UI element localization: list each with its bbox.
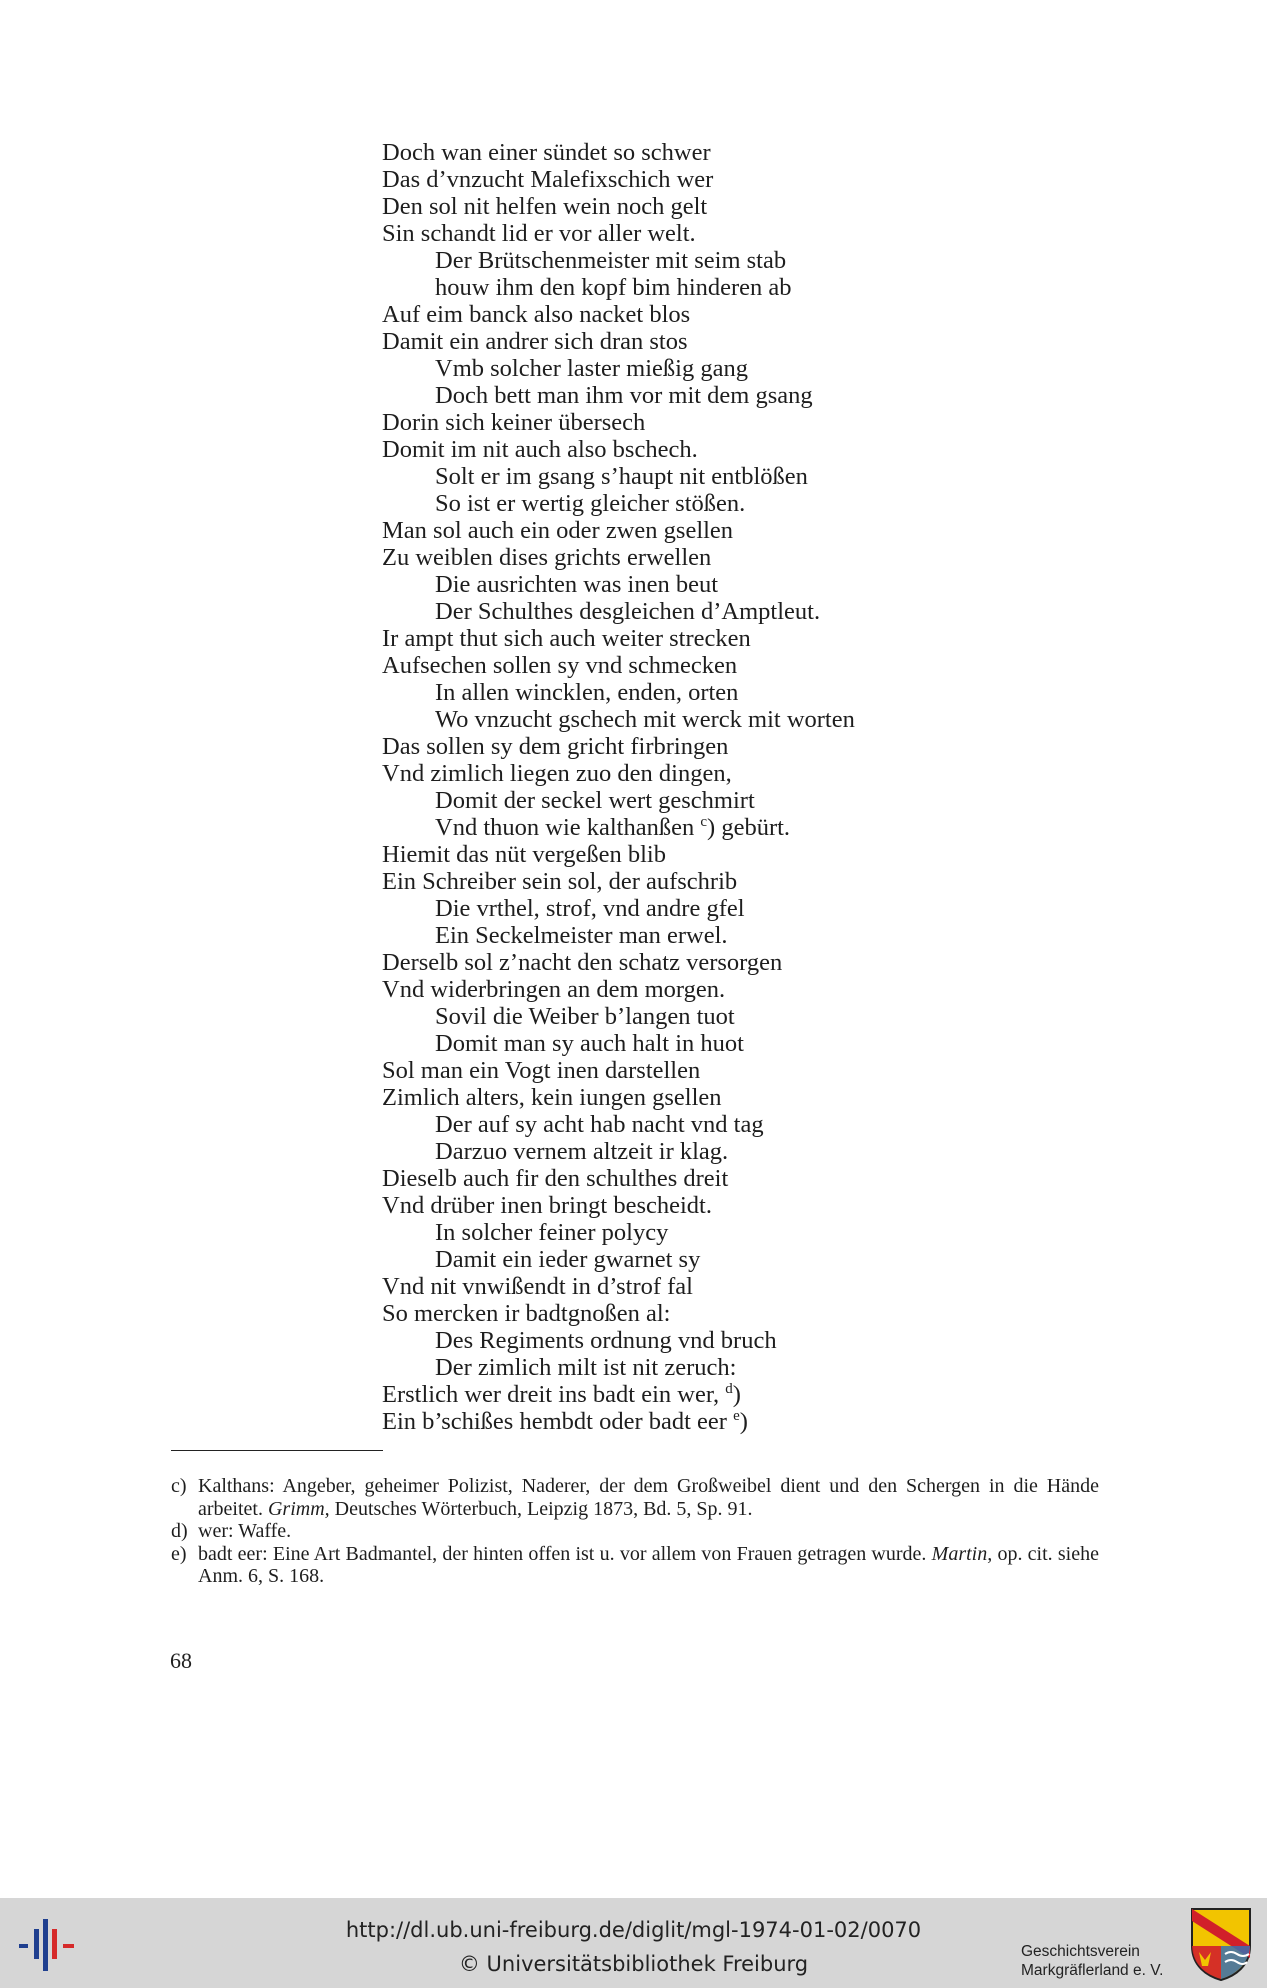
- poem-line-text: Damit ein andrer sich dran stos: [382, 328, 688, 355]
- poem-line-text: Der Brütschenmeister mit seim stab: [435, 247, 787, 274]
- poem-line: [382, 1111, 1002, 1138]
- poem-line-text: Sin schandt lid er vor aller welt.: [382, 220, 696, 247]
- poem-line-text: Sol man ein Vogt inen darstellen: [382, 1057, 701, 1084]
- poem-line: [382, 976, 1002, 1003]
- poem-line: [382, 1354, 1002, 1381]
- poem-line-text: Ein Schreiber sein sol, der aufschrib: [382, 868, 738, 895]
- poem-line: [382, 1138, 1002, 1165]
- poem-line-text: Wo vnzucht gschech mit werck mit worten: [435, 706, 855, 733]
- poem-line-text: Vnd nit vnwißendt in d’strof fal: [382, 1273, 693, 1300]
- poem-line-text: Das d’vnzucht Malefixschich wer: [382, 166, 714, 193]
- poem-line: [382, 1057, 1002, 1084]
- poem-line-text: So mercken ir badtgnoßen al:: [382, 1300, 671, 1327]
- footnote-text: Deutsches Wörterbuch, Leipzig 1873, Bd. 5, Sp. 91.: [329, 1497, 753, 1520]
- poem-line-text: Ein b’schißes hembdt oder badt eer: [382, 1408, 727, 1435]
- poem-line: [382, 706, 1002, 733]
- poem-line: Erstlich wer dreit ins badt ein wer, $^d$): [382, 1381, 741, 1408]
- poem-line-tail: gebürt.: [715, 814, 791, 841]
- poem-line-text: Sovil die Weiber b’langen tuot: [435, 1003, 735, 1030]
- poem-line-text: Vmb solcher laster mießig gang: [435, 355, 748, 382]
- poem-line: [382, 1327, 1002, 1354]
- poem-line: [382, 787, 1002, 814]
- poem-line: [382, 922, 1002, 949]
- poem-line: [382, 1165, 1002, 1192]
- poem-line-text: Vnd zimlich liegen zuo den dingen,: [382, 760, 732, 787]
- poem-line: [382, 1192, 1002, 1219]
- poem-line: [382, 868, 1002, 895]
- footnote-marker: d: [725, 1381, 733, 1397]
- poem-line: [382, 490, 1002, 517]
- poem-line: [382, 652, 1002, 679]
- poem-line-text: Aufsechen sollen sy vnd schmecken: [382, 652, 738, 679]
- copyright-notice: © Universitätsbibliothek Freiburg: [458, 1952, 809, 1976]
- footnote-citation-author: Martin,: [931, 1542, 993, 1565]
- poem-line: [382, 247, 1002, 274]
- poem-line: [382, 274, 1002, 301]
- footnote: [171, 1475, 1099, 1520]
- poem-line: [382, 1219, 1002, 1246]
- poem-line: [382, 544, 1002, 571]
- poem-line-text: Die ausrichten was inen beut: [435, 571, 719, 598]
- footnote-separator: [171, 1450, 383, 1451]
- poem-line-text: Vnd drüber inen bringt bescheidt.: [382, 1192, 712, 1219]
- poem-line-text: So ist er wertig gleicher stößen.: [435, 490, 746, 517]
- poem-line: [382, 625, 1002, 652]
- poem-line-text: Ir ampt thut sich auch weiter strecken: [382, 625, 751, 652]
- poem-line-text: Man sol auch ein oder zwen gsellen: [382, 517, 734, 544]
- poem-line-text: Doch bett man ihm vor mit dem gsang: [435, 382, 813, 409]
- poem-line-text: Das sollen sy dem gricht firbringen: [382, 733, 729, 760]
- poem-line-text: Zu weiblen dises grichts erwellen: [382, 544, 712, 571]
- footnote-text: wer: Waffe.: [198, 1520, 292, 1542]
- society-name: [1021, 1942, 1181, 1980]
- poem-line: [382, 895, 1002, 922]
- footnote: [171, 1520, 1099, 1543]
- footnote-text: Kalthans: Angeber, geheimer Polizist, Naderer, der dem Großweibel dient und den Schergen in die Hände arbeitet.: [198, 1475, 1099, 1520]
- poem-line-text: Vnd thuon wie kalthanßen: [435, 814, 695, 841]
- poem-line-text: Ein Seckelmeister man erwel.: [435, 922, 728, 949]
- poem-line: [382, 1030, 1002, 1057]
- poem-text: [382, 139, 1002, 1435]
- poem-line: [382, 328, 1002, 355]
- poem-line: [382, 409, 1002, 436]
- poem-line-text: Domit im nit auch also bschech.: [382, 436, 698, 463]
- poem-line: [382, 355, 1002, 382]
- poem-line-text: Dieselb auch fir den schulthes dreit: [382, 1165, 729, 1192]
- poem-line: [382, 517, 1002, 544]
- poem-line-text: Auf eim banck also nacket blos: [382, 301, 691, 328]
- footnote-label: e): [171, 1542, 187, 1565]
- poem-line: [382, 220, 1002, 247]
- poem-line-text: Dorin sich keiner übersech: [382, 409, 646, 436]
- poem-line-text: Vnd widerbringen an dem morgen.: [382, 976, 726, 1003]
- poem-line-text: Domit man sy auch halt in huot: [435, 1030, 744, 1057]
- coat-of-arms-icon: [1189, 1906, 1253, 1982]
- poem-line: [382, 1246, 1002, 1273]
- poem-line: [382, 193, 1002, 220]
- footnote: [171, 1543, 1099, 1588]
- footnote-citation-author: Grimm,: [267, 1497, 330, 1520]
- poem-line: [382, 841, 1002, 868]
- footnote-text: op. cit. siehe Anm. 6, S. 168.: [198, 1542, 1099, 1587]
- footnote-label: d): [171, 1520, 188, 1542]
- poem-line-text: Der Schulthes desgleichen d’Amptleut.: [435, 598, 821, 625]
- document-url-link[interactable]: http://dl.ub.uni-freiburg.de/diglit/mgl-1974-01-02/0070: [345, 1918, 922, 1942]
- footnotes: [171, 1475, 1099, 1588]
- poem-line: [382, 1003, 1002, 1030]
- poem-line-text: In solcher feiner polycy: [435, 1219, 669, 1246]
- poem-line-text: Domit der seckel wert geschmirt: [435, 787, 755, 814]
- poem-line-text: Der zimlich milt ist nit zeruch:: [435, 1354, 737, 1381]
- poem-line: Ein b’schißes hembdt oder badt eer $^e$): [382, 1408, 748, 1435]
- poem-line: [382, 598, 1002, 625]
- society-name-line2: Markgräflerland e. V.: [1021, 1962, 1164, 1979]
- poem-line: [382, 1084, 1002, 1111]
- poem-line: [382, 733, 1002, 760]
- footer-bar: [0, 1898, 1267, 1988]
- footnote-text: badt eer: Eine Art Badmantel, der hinten offen ist u. vor allem von Frauen getragen wurde.: [198, 1542, 932, 1565]
- footnote-label: c): [171, 1475, 187, 1497]
- poem-line-text: Den sol nit helfen wein noch gelt: [382, 193, 708, 220]
- poem-line: Vnd thuon wie kalthanßen $^c$) gebürt.: [435, 814, 791, 841]
- page-number: 68: [170, 1648, 192, 1673]
- poem-line-text: Des Regiments ordnung vnd bruch: [435, 1327, 777, 1354]
- poem-line: [382, 679, 1002, 706]
- poem-line: [382, 139, 1002, 166]
- poem-line-text: Hiemit das nüt vergeßen blib: [382, 841, 666, 868]
- poem-line: [382, 1273, 1002, 1300]
- poem-line-text: Damit ein ieder gwarnet sy: [435, 1246, 701, 1273]
- poem-line: [382, 949, 1002, 976]
- poem-line-text: houw ihm den kopf bim hinderen ab: [435, 274, 792, 301]
- poem-line: [382, 1300, 1002, 1327]
- poem-line: [382, 382, 1002, 409]
- poem-line-text: Erstlich wer dreit ins badt ein wer,: [382, 1381, 720, 1408]
- poem-line: [382, 571, 1002, 598]
- poem-line-text: Zimlich alters, kein iungen gsellen: [382, 1084, 722, 1111]
- poem-line-text: In allen wincklen, enden, orten: [435, 679, 739, 706]
- society-name-line1: Geschichtsverein: [1021, 1943, 1140, 1960]
- poem-line-text: Derselb sol z’nacht den schatz versorgen: [382, 949, 783, 976]
- poem-line: [382, 436, 1002, 463]
- footnote-marker: e: [733, 1408, 740, 1424]
- poem-line: [382, 463, 1002, 490]
- poem-line-text: Doch wan einer sündet so schwer: [382, 139, 711, 166]
- footnote-marker: c: [700, 814, 708, 830]
- poem-line-text: Darzuo vernem altzeit ir klag.: [435, 1138, 729, 1165]
- poem-line: [382, 760, 1002, 787]
- poem-line: [382, 166, 1002, 193]
- poem-line-text: Solt er im gsang s’haupt nit entblößen: [435, 463, 808, 490]
- poem-line: [382, 301, 1002, 328]
- poem-line-text: Der auf sy acht hab nacht vnd tag: [435, 1111, 764, 1138]
- poem-line-text: Die vrthel, strof, vnd andre gfel: [435, 895, 745, 922]
